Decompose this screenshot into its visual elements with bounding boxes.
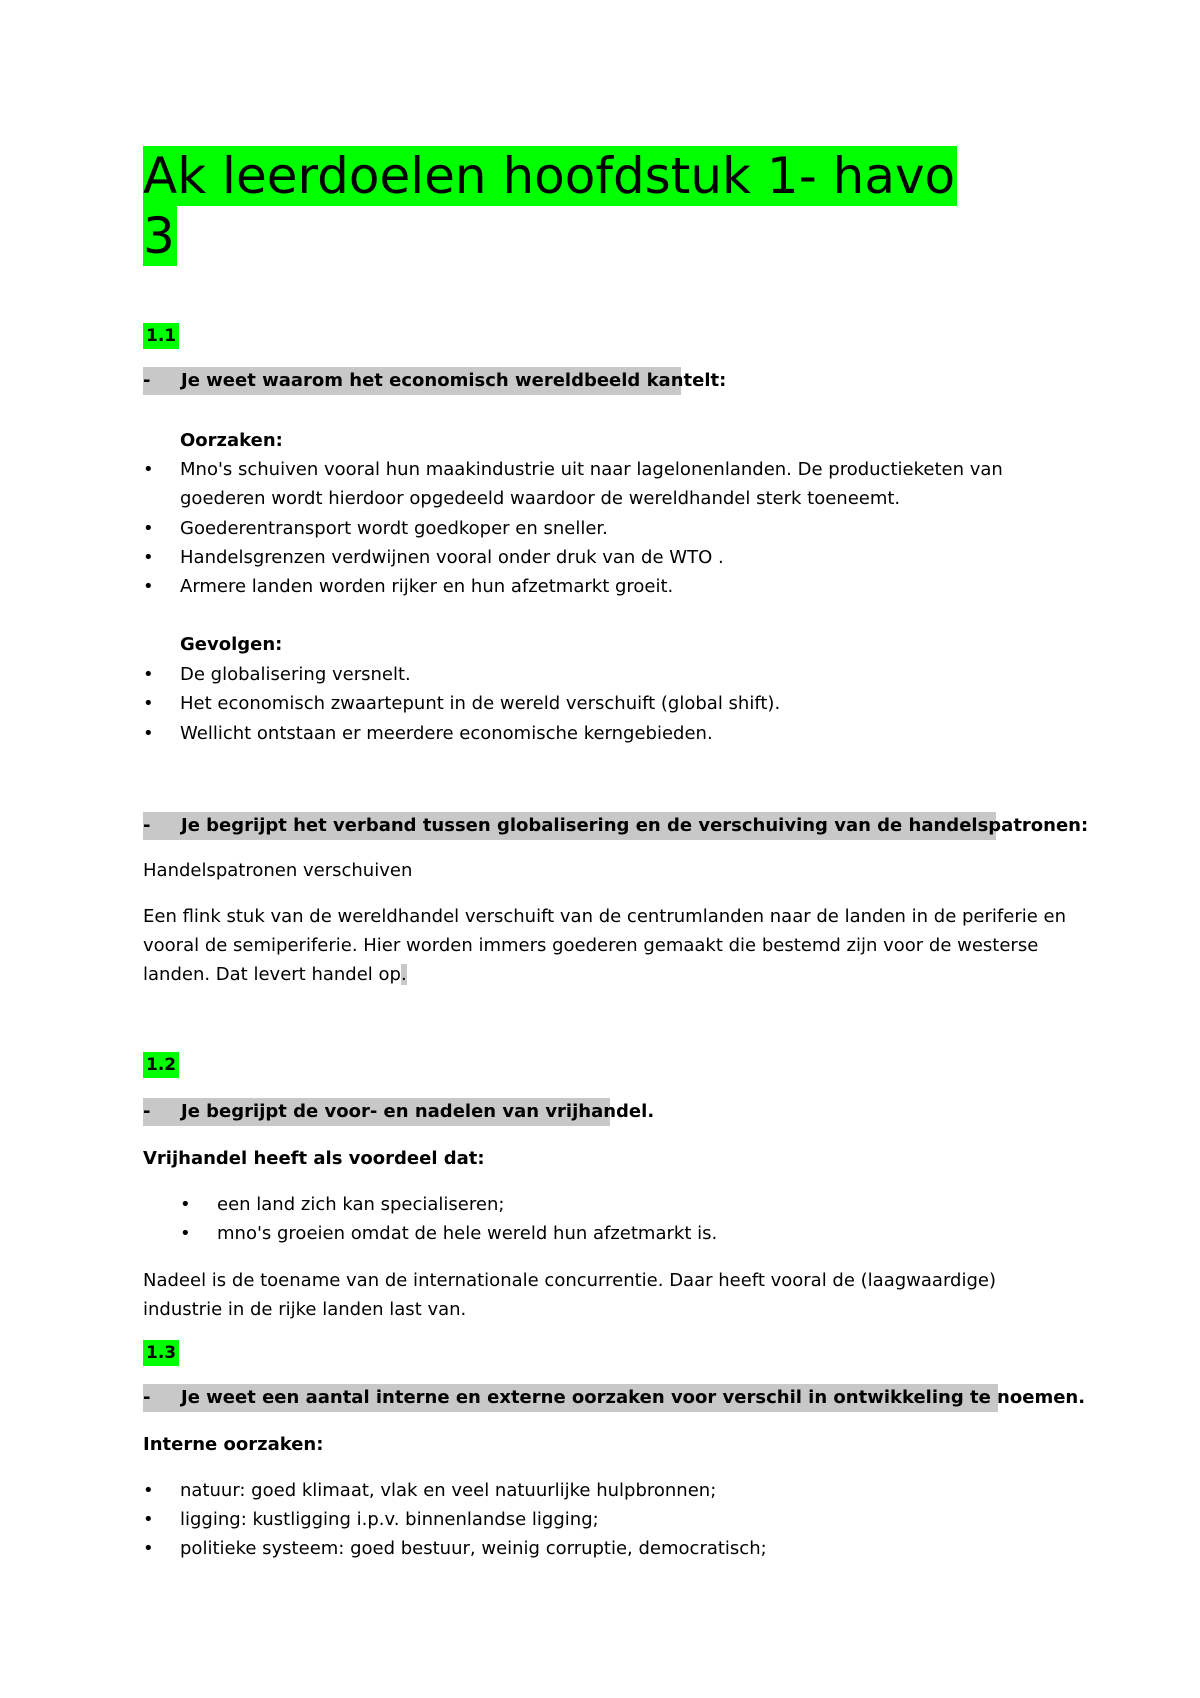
bullet-icon: • <box>143 664 154 685</box>
bullet-icon: • <box>143 576 154 597</box>
learning-goal-text: Je weet waarom het economisch wereldbeeld kantelt: <box>181 370 727 391</box>
effects-label: Gevolgen: <box>180 634 283 655</box>
paragraph-line: Nadeel is de toename van de internationale concurrentie. Daar heeft vooral de (laagwaardige) <box>143 1270 996 1291</box>
bullet-icon: • <box>143 518 154 539</box>
paragraph-line-last <box>143 960 407 989</box>
list-item: een land zich kan specialiseren; <box>217 1194 505 1215</box>
bullet-icon: • <box>143 1538 154 1559</box>
list-item: mno's groeien omdat de hele wereld hun afzetmarkt is. <box>217 1223 718 1244</box>
learning-goal-3 <box>143 1098 655 1126</box>
bullet-icon: • <box>143 693 154 714</box>
learning-goal-1 <box>143 367 727 395</box>
list-item: ligging: kustligging i.p.v. binnenlandse ligging; <box>180 1509 599 1530</box>
dash-marker: - <box>143 1387 151 1408</box>
learning-goal-text: Je begrijpt de voor- en nadelen van vrijhandel. <box>181 1101 655 1122</box>
dash-marker: - <box>143 1101 151 1122</box>
section-number-1-1: 1.1 <box>143 323 179 349</box>
dash-marker: - <box>143 370 151 391</box>
learning-goal-text: Je begrijpt het verband tussen globalisering en de verschuiving van de handelspatronen: <box>181 815 1089 836</box>
bullet-icon: • <box>180 1194 191 1215</box>
list-item: De globalisering versnelt. <box>180 664 411 685</box>
internal-causes-label: Interne oorzaken: <box>143 1434 324 1455</box>
bullet-icon: • <box>180 1223 191 1244</box>
section-number-1-3: 1.3 <box>143 1340 179 1366</box>
list-item: politieke systeem: goed bestuur, weinig corruptie, democratisch; <box>180 1538 767 1559</box>
section-number-1-2: 1.2 <box>143 1052 179 1078</box>
learning-goal-4 <box>143 1384 1086 1412</box>
learning-goal-2 <box>143 812 1089 840</box>
list-item: Mno's schuiven vooral hun maakindustrie uit naar lagelonenlanden. De productieketen van <box>180 459 1003 480</box>
bullet-icon: • <box>143 459 154 480</box>
page-title-line2: 3 <box>143 207 175 265</box>
list-item: Het economisch zwaartepunt in de wereld verschuift (global shift). <box>180 693 781 714</box>
highlighted-period: . <box>400 964 407 985</box>
page-title-line1: Ak leerdoelen hoofdstuk 1- havo <box>143 147 956 205</box>
paragraph-heading: Handelspatronen verschuiven <box>143 860 413 881</box>
causes-label: Oorzaken: <box>180 430 283 451</box>
dash-marker: - <box>143 815 151 836</box>
advantages-label: Vrijhandel heeft als voordeel dat: <box>143 1148 485 1169</box>
list-item: Handelsgrenzen verdwijnen vooral onder druk van de WTO . <box>180 547 724 568</box>
list-item: Armere landen worden rijker en hun afzetmarkt groeit. <box>180 576 674 597</box>
paragraph-text: landen. Dat levert handel op <box>143 964 401 985</box>
bullet-icon: • <box>143 1480 154 1501</box>
paragraph-line: industrie in de rijke landen last van. <box>143 1299 467 1320</box>
learning-goal-text: Je weet een aantal interne en externe oorzaken voor verschil in ontwikkeling te noemen. <box>181 1387 1086 1408</box>
paragraph-line: vooral de semiperiferie. Hier worden immers goederen gemaakt die bestemd zijn voor de westerse <box>143 935 1039 956</box>
list-item-continuation: goederen wordt hierdoor opgedeeld waardoor de wereldhandel sterk toeneemt. <box>180 488 901 509</box>
list-item: natuur: goed klimaat, vlak en veel natuurlijke hulpbronnen; <box>180 1480 717 1501</box>
bullet-icon: • <box>143 723 154 744</box>
bullet-icon: • <box>143 1509 154 1530</box>
list-item: Wellicht ontstaan er meerdere economische kerngebieden. <box>180 723 713 744</box>
paragraph-line: Een flink stuk van de wereldhandel verschuift van de centrumlanden naar de landen in de periferie en <box>143 906 1066 927</box>
bullet-icon: • <box>143 547 154 568</box>
list-item: Goederentransport wordt goedkoper en sneller. <box>180 518 608 539</box>
